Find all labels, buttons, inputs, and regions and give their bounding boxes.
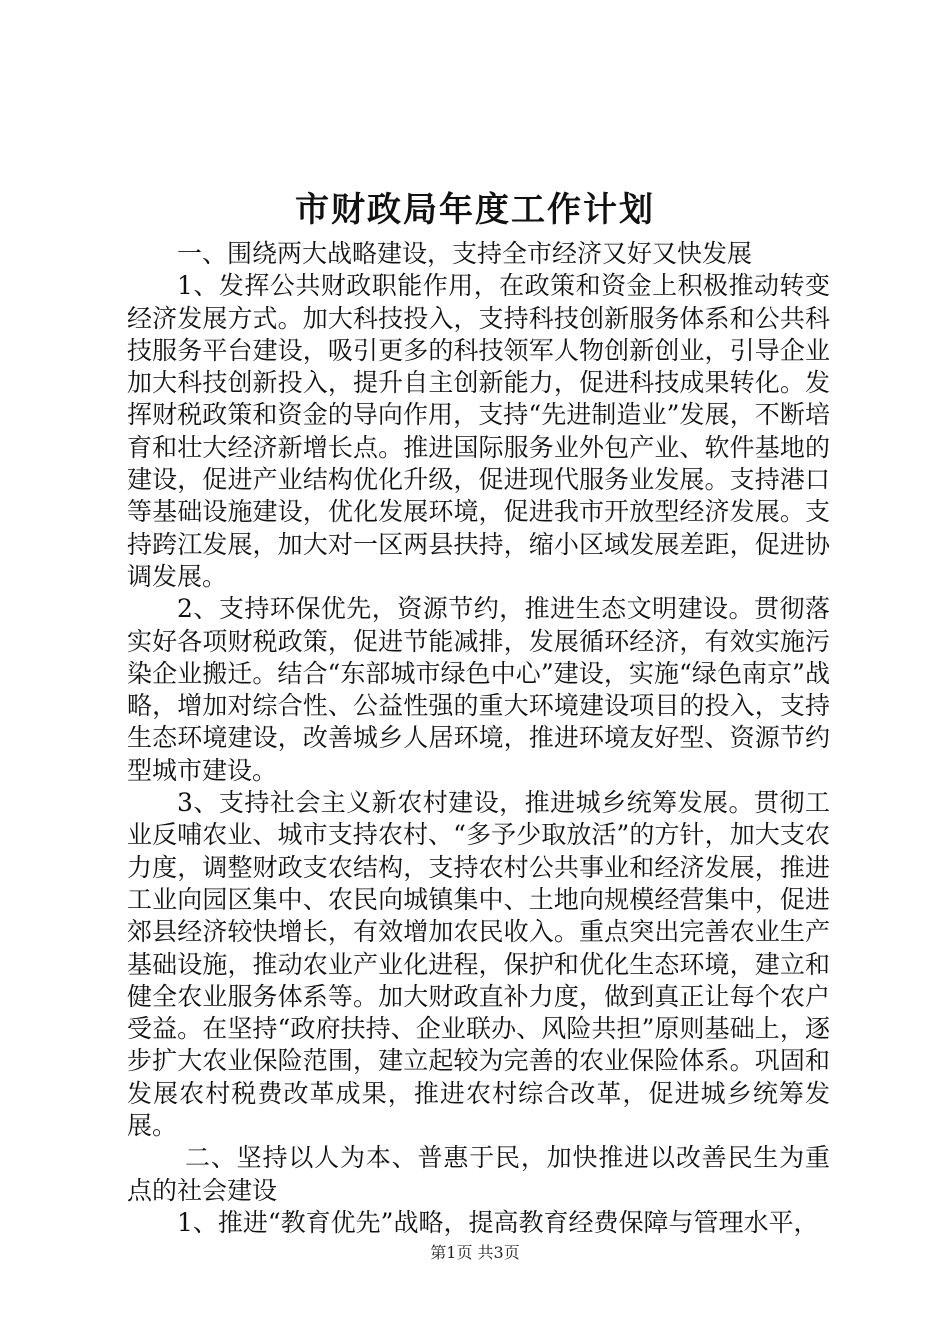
page-footer: 第1页 共3页: [430, 1243, 520, 1262]
section-heading-2: 二、坚持以人为本、普惠于民，加快推进以改善民生为重点的社会建设: [127, 1143, 830, 1205]
document-body: [127, 238, 830, 1239]
paragraph-1-3: 3、支持社会主义新农村建设，推进城乡统筹发展。贯彻工业反哺农业、城市支持农村、“多予少取放活”的方针，加大支农力度，调整财政支农结构，支持农村公共事业和经济发展，推进工业向园区集中、农民向城镇集中、土地向规模经营集中，促进郊县经济较快增长，有效增加农民收入。重点突出完善农业生产基础设施，推动农业产业化进程，保护和优化生态环境，建立和健全农业服务体系等。加大财政直补力度，做到真正让每个农户受益。在坚持“政府扶持、企业联办、风险共担”原则基础上，逐步扩大农业保险范围，建立起较为完善的农业保险体系。巩固和发展农村税费改革成果，推进农村综合改革，促进城乡统筹发展。: [127, 788, 830, 1141]
paragraph-1-1: 1、发挥公共财政职能作用，在政策和资金上积极推动转变经济发展方式。加大科技投入，支持科技创新服务体系和公共科技服务平台建设，吸引更多的科技领军人物创新创业，引导企业加大科技创新投入，提升自主创新能力，促进科技成果转化。发挥财税政策和资金的导向作用，支持“先进制造业”发展，不断培育和壮大经济新增长点。推进国际服务业外包产业、软件基地的建设，促进产业结构优化升级，促进现代服务业发展。支持港口等基础设施建设，优化发展环境，促进我市开放型经济发展。支持跨江发展，加大对一区两县扶持，缩小区域发展差距，促进协调发展。: [127, 271, 830, 591]
paragraph-1-2: 2、支持环保优先，资源节约，推进生态文明建设。贯彻落实好各项财税政策，促进节能减排，发展循环经济，有效实施污染企业搬迁。结合“东部城市绿色中心”建设，实施“绿色南京”战略，增加对综合性、公益性强的重大环境建设项目的投入，支持生态环境建设，改善城乡人居环境，推进环境友好型、资源节约型城市建设。: [127, 594, 830, 785]
section-heading-1: 一、围绕两大战略建设，支持全市经济又好又快发展: [177, 239, 753, 268]
document-title: 市财政局年度工作计划: [295, 190, 655, 230]
paragraph-2-1: 1、推进“教育优先”战略，提高教育经费保障与管理水平，: [177, 1207, 819, 1237]
